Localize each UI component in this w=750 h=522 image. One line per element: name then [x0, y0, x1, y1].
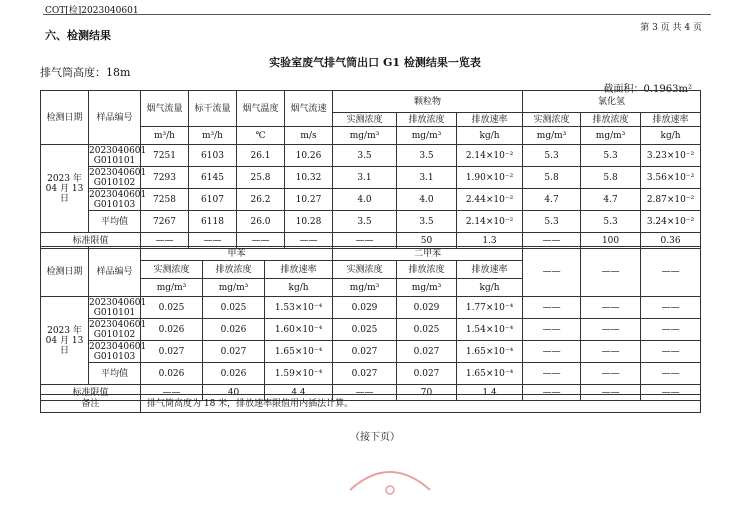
- value-cell: 0.025: [397, 319, 457, 341]
- value-cell: 6103: [189, 145, 237, 167]
- value-cell: 0.026: [141, 319, 203, 341]
- header-xylene: 二甲苯: [333, 247, 523, 261]
- value-cell: 0.025: [333, 319, 397, 341]
- value-cell: 5.3: [581, 145, 641, 167]
- value-cell: 2.14×10⁻²: [457, 145, 523, 167]
- table-row: [41, 145, 701, 167]
- value-cell: 3.5: [333, 145, 397, 167]
- blank-cell: ——: [641, 385, 701, 401]
- unit-conc: mg/m³: [333, 127, 397, 145]
- value-cell: 7258: [141, 189, 189, 211]
- value-cell: 0.027: [397, 341, 457, 363]
- header-date: 检测日期: [41, 247, 89, 297]
- seal-stamp: [345, 462, 435, 492]
- value-cell: 3.1: [397, 167, 457, 189]
- value-cell: 2.44×10⁻²: [457, 189, 523, 211]
- table-row: [41, 211, 701, 233]
- blank-cell: ——: [581, 385, 641, 401]
- value-cell: 0.026: [203, 363, 265, 385]
- table-row: [41, 341, 701, 363]
- header-emission-conc: 排放浓度: [397, 261, 457, 279]
- limit-cell: 40: [203, 385, 265, 401]
- blank-cell: ——: [641, 297, 701, 319]
- sample-id: 2023040601 G010101: [89, 297, 147, 318]
- limit-cell: 1.4: [457, 385, 523, 401]
- blank-cell: ——: [523, 341, 581, 363]
- limit-cell: 100: [581, 233, 641, 249]
- cross-section-area: 截面积：0.1963m²: [603, 84, 692, 95]
- limit-cell: ——: [285, 233, 333, 249]
- results-table-2: [40, 246, 701, 401]
- limit-cell: ——: [333, 385, 397, 401]
- value-cell: 26.2: [237, 189, 285, 211]
- table-row: [41, 363, 701, 385]
- table-row: [41, 319, 701, 341]
- header-emission-rate: 排放速率: [641, 113, 701, 127]
- remarks-table: [40, 394, 701, 413]
- table-title: 实验室废气排气筒出口 G1 检测结果一览表: [269, 56, 481, 69]
- value-cell: 4.0: [333, 189, 397, 211]
- limit-label: 标准限值: [41, 233, 141, 249]
- value-cell: 1.53×10⁻⁴: [265, 297, 333, 319]
- value-cell: 1.59×10⁻⁴: [265, 363, 333, 385]
- value-cell: 4.7: [581, 189, 641, 211]
- value-cell: 0.029: [397, 297, 457, 319]
- value-cell: 7267: [141, 211, 189, 233]
- header-toluene: 甲苯: [141, 247, 333, 261]
- unit-conc: mg/m³: [397, 127, 457, 145]
- header-emission-rate: 排放速率: [457, 261, 523, 279]
- unit-rate: kg/h: [457, 279, 523, 297]
- value-cell: 0.027: [333, 363, 397, 385]
- value-cell: 3.5: [397, 211, 457, 233]
- value-cell: 2.87×10⁻²: [641, 189, 701, 211]
- unit-std-flow: m³/h: [189, 127, 237, 145]
- value-cell: 2.14×10⁻²: [457, 211, 523, 233]
- limit-cell: 50: [397, 233, 457, 249]
- value-cell: 26.0: [237, 211, 285, 233]
- table-row: [41, 297, 701, 319]
- value-cell: 0.027: [397, 363, 457, 385]
- blank-cell: ——: [523, 247, 581, 297]
- blank-cell: ——: [641, 341, 701, 363]
- value-cell: 1.65×10⁻⁴: [457, 341, 523, 363]
- limit-cell: 1.3: [457, 233, 523, 249]
- value-cell: 1.65×10⁻⁴: [457, 363, 523, 385]
- unit-conc: mg/m³: [581, 127, 641, 145]
- seal-arc: [350, 472, 430, 490]
- header-sample: 样品编号: [89, 91, 141, 145]
- limit-cell: ——: [141, 385, 203, 401]
- blank-cell: ——: [523, 385, 581, 401]
- blank-cell: ——: [641, 363, 701, 385]
- blank-cell: ——: [641, 247, 701, 297]
- blank-cell: ——: [523, 363, 581, 385]
- value-cell: 1.90×10⁻²: [457, 167, 523, 189]
- blank-cell: ——: [523, 297, 581, 319]
- header-emission-conc: 排放浓度: [397, 113, 457, 127]
- table-row: [41, 189, 701, 211]
- value-cell: 0.027: [141, 341, 203, 363]
- stack-height: 排气筒高度：18m: [40, 66, 131, 79]
- value-cell: 25.8: [237, 167, 285, 189]
- sample-id: 平均值: [89, 363, 141, 385]
- header-measured: 实测浓度: [141, 261, 203, 279]
- unit-flow: m³/h: [141, 127, 189, 145]
- value-cell: 10.28: [285, 211, 333, 233]
- header-particulate: 颗粒物: [333, 91, 523, 113]
- header-emission-rate: 排放速率: [457, 113, 523, 127]
- blank-cell: ——: [523, 319, 581, 341]
- limit-cell: ——: [333, 233, 397, 249]
- unit-rate: kg/h: [265, 279, 333, 297]
- header-emission-rate: 排放速率: [265, 261, 333, 279]
- value-cell: 0.026: [141, 363, 203, 385]
- value-cell: 5.8: [523, 167, 581, 189]
- header-temp: 烟气温度: [237, 91, 285, 127]
- value-cell: 6118: [189, 211, 237, 233]
- limit-label: 标准限值: [41, 385, 141, 401]
- value-cell: 5.8: [581, 167, 641, 189]
- limit-cell: ——: [237, 233, 285, 249]
- unit-temp: ℃: [237, 127, 285, 145]
- value-cell: 5.3: [523, 145, 581, 167]
- header-date: 检测日期: [41, 91, 89, 145]
- value-cell: 10.32: [285, 167, 333, 189]
- limit-cell: 70: [397, 385, 457, 401]
- unit-conc: mg/m³: [203, 279, 265, 297]
- unit-speed: m/s: [285, 127, 333, 145]
- document-number: COT[检]2023040601: [45, 6, 139, 16]
- value-cell: 1.65×10⁻⁴: [265, 341, 333, 363]
- table-row: [41, 167, 701, 189]
- value-cell: 0.026: [203, 319, 265, 341]
- continued-note: （接下页）: [350, 432, 400, 443]
- remarks-text: 排气筒高度为 18 米，排放速率限值用内插法计算。: [141, 395, 701, 413]
- unit-conc: mg/m³: [141, 279, 203, 297]
- limit-cell: ——: [189, 233, 237, 249]
- limit-cell: ——: [141, 233, 189, 249]
- value-cell: 4.7: [523, 189, 581, 211]
- value-cell: 3.5: [333, 211, 397, 233]
- header-hcl: 氯化氢: [523, 91, 701, 113]
- value-cell: 5.3: [523, 211, 581, 233]
- value-cell: 7293: [141, 167, 189, 189]
- value-cell: 4.0: [397, 189, 457, 211]
- section-title: 六、检测结果: [45, 29, 111, 42]
- value-cell: 0.027: [333, 341, 397, 363]
- limit-cell: ——: [523, 233, 581, 249]
- sample-id: 2023040601 G010102: [89, 167, 147, 188]
- remarks-label: 备注: [41, 395, 141, 413]
- blank-cell: ——: [581, 363, 641, 385]
- value-cell: 0.025: [141, 297, 203, 319]
- value-cell: 3.24×10⁻²: [641, 211, 701, 233]
- sample-id: 2023040601 G010103: [89, 341, 147, 362]
- header-measured: 实测浓度: [333, 113, 397, 127]
- unit-conc: mg/m³: [397, 279, 457, 297]
- value-cell: 7251: [141, 145, 189, 167]
- page-indicator: 第 3 页 共 4 页: [640, 23, 702, 33]
- value-cell: 5.3: [581, 211, 641, 233]
- sample-id: 平均值: [89, 211, 141, 233]
- blank-cell: ——: [581, 341, 641, 363]
- sample-id: 2023040601 G010103: [89, 189, 147, 210]
- value-cell: 0.025: [203, 297, 265, 319]
- value-cell: 10.26: [285, 145, 333, 167]
- unit-conc: mg/m³: [333, 279, 397, 297]
- blank-cell: ——: [581, 247, 641, 297]
- value-cell: 3.5: [397, 145, 457, 167]
- blank-cell: ——: [581, 319, 641, 341]
- date-cell: 2023 年 04 月 13 日: [41, 145, 89, 233]
- unit-conc: mg/m³: [523, 127, 581, 145]
- limit-cell: 4.4: [265, 385, 333, 401]
- value-cell: 6107: [189, 189, 237, 211]
- value-cell: 1.60×10⁻⁴: [265, 319, 333, 341]
- value-cell: 3.1: [333, 167, 397, 189]
- results-table-1: [40, 90, 701, 249]
- limit-cell: 0.36: [641, 233, 701, 249]
- value-cell: 26.1: [237, 145, 285, 167]
- value-cell: 1.54×10⁻⁴: [457, 319, 523, 341]
- header-sample: 样品编号: [89, 247, 141, 297]
- blank-cell: ——: [641, 319, 701, 341]
- sample-id: 2023040601 G010101: [89, 145, 147, 166]
- value-cell: 0.027: [203, 341, 265, 363]
- header-emission-conc: 排放浓度: [581, 113, 641, 127]
- date-cell: 2023 年 04 月 13 日: [41, 297, 89, 385]
- value-cell: 3.56×10⁻²: [641, 167, 701, 189]
- blank-cell: ——: [581, 297, 641, 319]
- value-cell: 6145: [189, 167, 237, 189]
- header-divider: [43, 14, 711, 15]
- seal-star: [386, 486, 394, 494]
- header-speed: 烟气流速: [285, 91, 333, 127]
- value-cell: 0.029: [333, 297, 397, 319]
- value-cell: 1.77×10⁻⁴: [457, 297, 523, 319]
- unit-rate: kg/h: [457, 127, 523, 145]
- header-emission-conc: 排放浓度: [203, 261, 265, 279]
- header-flow: 烟气流量: [141, 91, 189, 127]
- header-std-flow: 标干流量: [189, 91, 237, 127]
- value-cell: 10.27: [285, 189, 333, 211]
- value-cell: 3.23×10⁻²: [641, 145, 701, 167]
- header-measured: 实测浓度: [333, 261, 397, 279]
- header-measured: 实测浓度: [523, 113, 581, 127]
- sample-id: 2023040601 G010102: [89, 319, 147, 340]
- unit-rate: kg/h: [641, 127, 701, 145]
